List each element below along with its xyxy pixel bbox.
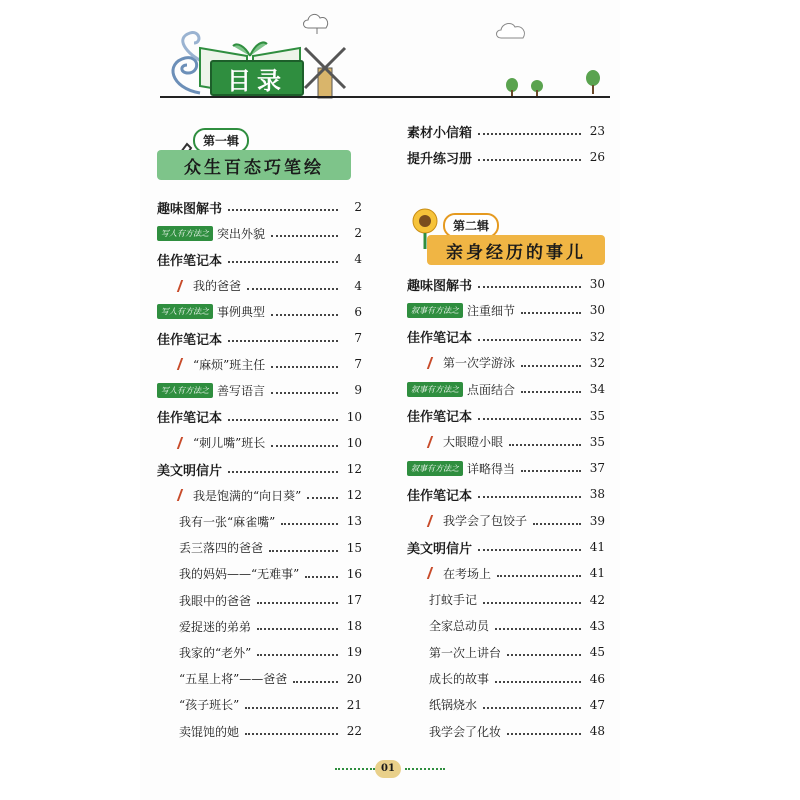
toc-entry <box>179 355 362 373</box>
toc-entry <box>179 277 362 295</box>
toc-entry <box>429 643 605 661</box>
toc-entry <box>179 670 362 688</box>
entry-title: 突出外貌 <box>217 226 266 241</box>
page-ref: 13 <box>346 514 362 529</box>
leader-dots <box>521 312 581 314</box>
entry-title: 佳作笔记本 <box>157 411 223 427</box>
leader-dots <box>497 575 581 577</box>
entry-title: 第一次上讲台 <box>429 645 502 660</box>
page-ref: 22 <box>346 724 362 738</box>
toc-entry <box>407 407 605 425</box>
leader-dots <box>533 523 581 525</box>
leader-dots <box>509 444 581 446</box>
toc-entry <box>179 539 362 557</box>
footer-ornament <box>335 768 375 772</box>
page-ref: 10 <box>346 435 362 450</box>
entry-title: 卖馄饨的她 <box>179 724 240 739</box>
page-ref: 32 <box>589 329 605 344</box>
toc-entry <box>157 303 362 321</box>
entry-title: 打蚊手记 <box>429 593 478 608</box>
leader-dots <box>521 391 581 393</box>
leader-dots <box>307 497 338 499</box>
section-title: 亲身经历的事儿 <box>427 235 605 265</box>
toc-entry <box>157 408 362 426</box>
cloud-icon <box>302 10 332 34</box>
entry-title: 成长的故事 <box>429 672 490 686</box>
right-banner-wrap <box>405 205 615 273</box>
leader-dots <box>478 549 581 551</box>
leader-dots <box>478 133 581 135</box>
entry-title: “刺儿嘴”班长 <box>193 436 266 451</box>
page-ref: 26 <box>589 150 605 164</box>
page-footer <box>335 760 445 780</box>
page-ref: 18 <box>346 619 362 634</box>
page-ref: 12 <box>346 488 362 503</box>
toc-entry <box>157 250 362 268</box>
entry-title: 佳作笔记本 <box>157 253 223 269</box>
entry-title: 大眼瞪小眼 <box>443 435 504 450</box>
entry-title: 我家的“老外” <box>179 645 252 660</box>
leader-dots <box>495 681 581 683</box>
method-label: 叙事有方法之 <box>407 303 463 318</box>
section-tag: 第一辑 <box>193 128 249 153</box>
toc-entry <box>157 381 362 399</box>
tree-icon <box>530 80 544 96</box>
section-banner-1 <box>155 120 355 180</box>
entry-title: 我是饱满的“向日葵” <box>193 488 302 503</box>
toc-entry <box>407 485 605 503</box>
page-ref: 30 <box>589 277 605 291</box>
toc-entry <box>179 591 362 609</box>
leader-dots <box>478 286 581 288</box>
toc-entry <box>157 198 362 216</box>
page-ref: 16 <box>346 566 362 581</box>
page-ref: 37 <box>589 461 605 476</box>
entry-title: 我学会了包饺子 <box>443 514 528 529</box>
method-label: 写人有方法之 <box>157 226 213 241</box>
toc-entry <box>429 722 605 740</box>
toc-entry <box>429 512 605 530</box>
pen-icon <box>427 357 443 369</box>
leader-dots <box>257 602 338 604</box>
pen-icon <box>427 567 443 579</box>
section-tag: 第二辑 <box>443 213 499 238</box>
toc-entry <box>429 696 605 714</box>
toc-entry <box>179 722 362 740</box>
entry-title: 事例典型 <box>217 305 266 320</box>
leader-dots <box>247 288 338 290</box>
entry-title: 全家总动员 <box>429 619 490 634</box>
method-label: 写人有方法之 <box>157 383 213 398</box>
page-ref: 4 <box>354 252 362 267</box>
toc-entry <box>407 328 605 346</box>
leader-dots <box>245 707 338 709</box>
header-rule <box>160 96 610 98</box>
page-number: 01 <box>375 760 401 778</box>
page-ref: 39 <box>589 513 605 528</box>
toc-entry <box>157 460 362 478</box>
toc-entry <box>407 538 605 556</box>
entry-title: 注重细节 <box>467 303 516 318</box>
pen-icon <box>177 358 193 370</box>
entry-title: 美文明信片 <box>157 463 223 479</box>
toc-entry <box>429 591 605 609</box>
pen-icon <box>427 436 443 448</box>
entry-title: 纸锅烧水 <box>429 698 478 713</box>
leader-dots <box>271 445 338 447</box>
section-banner-2 <box>405 205 605 265</box>
entry-title: 佳作笔记本 <box>157 332 223 348</box>
leader-dots <box>228 209 338 211</box>
leader-dots <box>257 654 338 656</box>
entry-title: 善写语言 <box>217 383 266 398</box>
page-ref: 48 <box>589 724 605 739</box>
page-ref: 43 <box>589 618 605 633</box>
page-title: 目录 <box>210 60 304 96</box>
toc-entry <box>179 617 362 635</box>
method-label: 叙事有方法之 <box>407 382 463 397</box>
toc-entry <box>429 564 605 582</box>
leader-dots <box>478 339 581 341</box>
page-ref: 35 <box>589 434 605 449</box>
entry-title: 我学会了化妆 <box>429 724 502 739</box>
leader-dots <box>507 733 581 735</box>
method-label: 写人有方法之 <box>157 304 213 319</box>
pen-icon <box>177 437 193 449</box>
entry-title: 佳作笔记本 <box>407 331 473 347</box>
toc-entry <box>179 565 362 583</box>
page-ref: 4 <box>354 278 362 293</box>
page-ref: 12 <box>346 462 362 476</box>
leader-dots <box>271 392 338 394</box>
entry-title: 素材小信箱 <box>407 125 473 141</box>
page-ref: 17 <box>346 593 362 607</box>
leader-dots <box>483 602 581 604</box>
page-ref: 41 <box>589 540 605 554</box>
page-ref: 23 <box>589 124 605 138</box>
method-label: 叙事有方法之 <box>407 461 463 476</box>
toc-entry <box>179 696 362 714</box>
toc-entry <box>179 486 362 504</box>
entry-title: 爱捉迷的弟弟 <box>179 619 252 634</box>
pen-icon <box>177 280 193 292</box>
toc-entry <box>407 459 605 477</box>
entry-title: 点面结合 <box>467 382 516 397</box>
leader-dots <box>495 628 581 630</box>
entry-title: 美文明信片 <box>407 541 473 557</box>
page-ref: 20 <box>346 671 362 686</box>
page-ref: 6 <box>354 304 362 319</box>
page-ref: 46 <box>589 671 605 686</box>
leader-dots <box>228 261 338 263</box>
page-ref: 38 <box>589 487 605 502</box>
toc-entry <box>429 617 605 635</box>
leader-dots <box>521 470 581 472</box>
page-ref: 21 <box>346 697 362 712</box>
toc-entry <box>429 433 605 451</box>
page-ref: 7 <box>354 357 362 372</box>
entry-title: 在考场上 <box>443 566 492 581</box>
leader-dots <box>281 523 338 525</box>
leader-dots <box>507 654 581 656</box>
pen-icon <box>427 515 443 527</box>
leader-dots <box>228 471 338 473</box>
toc-entry <box>407 275 605 293</box>
page-ref: 15 <box>346 540 362 555</box>
page-ref: 41 <box>589 566 605 581</box>
leader-dots <box>228 340 338 342</box>
leader-dots <box>271 314 338 316</box>
entry-title: “麻烦”班主任 <box>193 357 266 372</box>
page-ref: 30 <box>589 303 605 318</box>
entry-title: 我的爸爸 <box>193 279 242 294</box>
windmill-icon <box>300 40 350 100</box>
page-ref: 42 <box>589 592 605 607</box>
leader-dots <box>478 496 581 498</box>
leader-dots <box>305 576 338 578</box>
toc-entry <box>157 224 362 242</box>
leader-dots <box>521 365 581 367</box>
page-ref: 10 <box>346 409 362 424</box>
entry-title: 佳作笔记本 <box>407 488 473 504</box>
leader-dots <box>271 235 338 237</box>
toc-entry <box>407 301 605 319</box>
cloud-icon <box>495 18 531 46</box>
toc-entry <box>179 643 362 661</box>
entry-title: 佳作笔记本 <box>407 410 473 425</box>
entry-title: “五星上将”——爸爸 <box>179 672 288 687</box>
entry-title: 趣味图解书 <box>407 278 473 294</box>
toc-entry <box>429 354 605 372</box>
left-column <box>155 120 370 188</box>
section-title: 众生百态巧笔绘 <box>157 150 351 180</box>
entry-title: “孩子班长” <box>179 698 240 713</box>
leader-dots <box>478 159 581 161</box>
page-ref: 2 <box>354 226 362 241</box>
entry-title: 提升练习册 <box>407 151 473 167</box>
toc-entry <box>407 380 605 398</box>
footer-ornament <box>405 768 445 772</box>
leader-dots <box>478 418 581 420</box>
toc-entry <box>407 122 605 140</box>
page-ref: 47 <box>589 697 605 712</box>
toc-entry <box>407 148 605 166</box>
leader-dots <box>483 707 581 709</box>
leader-dots <box>228 419 338 421</box>
leader-dots <box>245 733 338 735</box>
entry-title: 详略得当 <box>467 461 516 476</box>
toc-entry <box>429 670 605 688</box>
page-ref: 7 <box>354 331 362 345</box>
entry-title: 我有一张“麻雀嘴” <box>179 514 276 529</box>
toc-entry <box>179 512 362 530</box>
entry-title: 我眼中的爸爸 <box>179 593 252 608</box>
toc-entry <box>179 434 362 452</box>
entry-title: 第一次学游泳 <box>443 356 516 371</box>
pen-icon <box>177 489 193 501</box>
toc-entry <box>157 329 362 347</box>
tree-icon <box>585 70 601 94</box>
entry-title: 我的妈妈——“无难事” <box>179 567 300 582</box>
leader-dots <box>293 681 338 683</box>
page-ref: 35 <box>589 408 605 423</box>
page-ref: 19 <box>346 645 362 660</box>
tree-icon <box>505 78 519 96</box>
page-ref: 45 <box>589 645 605 660</box>
page-ref: 9 <box>354 383 362 398</box>
page-ref: 32 <box>589 355 605 370</box>
page-ref: 2 <box>354 200 362 214</box>
entry-title: 趣味图解书 <box>157 201 223 217</box>
leader-dots <box>269 550 338 552</box>
entry-title: 丢三落四的爸爸 <box>179 541 264 556</box>
page-ref: 34 <box>589 382 605 397</box>
leader-dots <box>257 628 338 630</box>
leader-dots <box>271 366 338 368</box>
